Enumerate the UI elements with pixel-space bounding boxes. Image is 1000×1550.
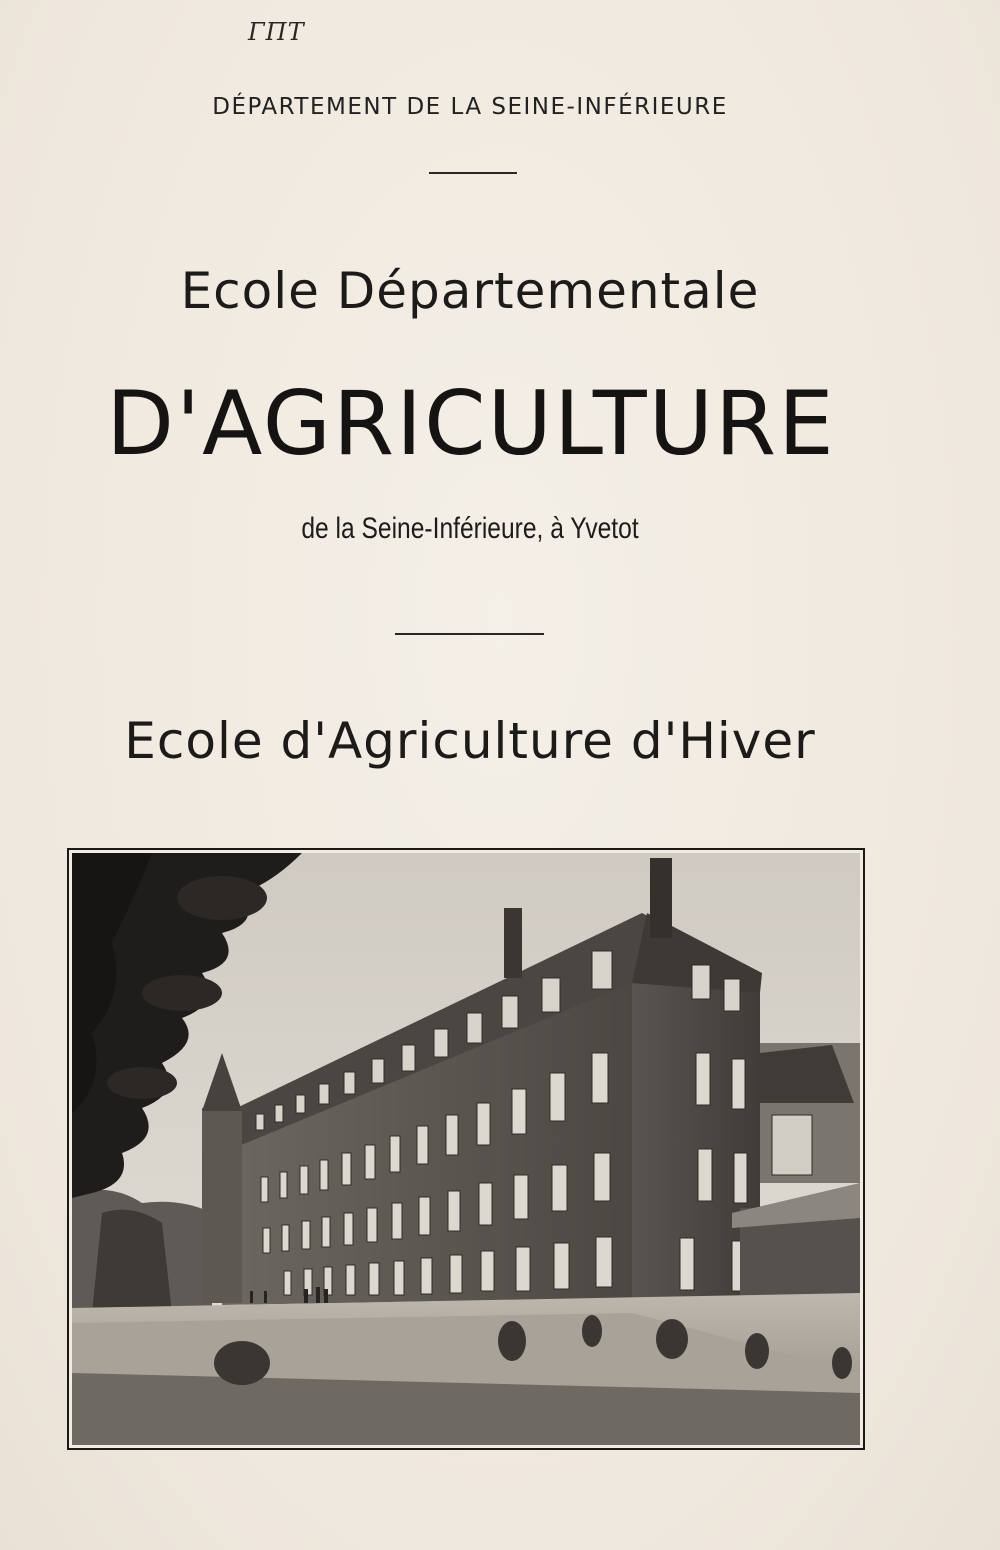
divider-rule xyxy=(395,633,544,635)
school-building-illustration xyxy=(72,853,860,1445)
section-heading: Ecole d'Agriculture d'Hiver xyxy=(124,712,816,770)
title-line-1: Ecole Départementale xyxy=(180,262,760,320)
title-line-2: D'AGRICULTURE xyxy=(106,372,836,475)
divider-rule xyxy=(429,172,517,174)
subtitle: de la Seine-Inférieure, à Yvetot xyxy=(301,512,639,545)
department-heading: DÉPARTEMENT DE LA SEINE-INFÉRIEURE xyxy=(212,94,728,120)
page-folio: ΓΠΤ xyxy=(248,18,305,46)
school-building-photo xyxy=(67,848,865,1450)
